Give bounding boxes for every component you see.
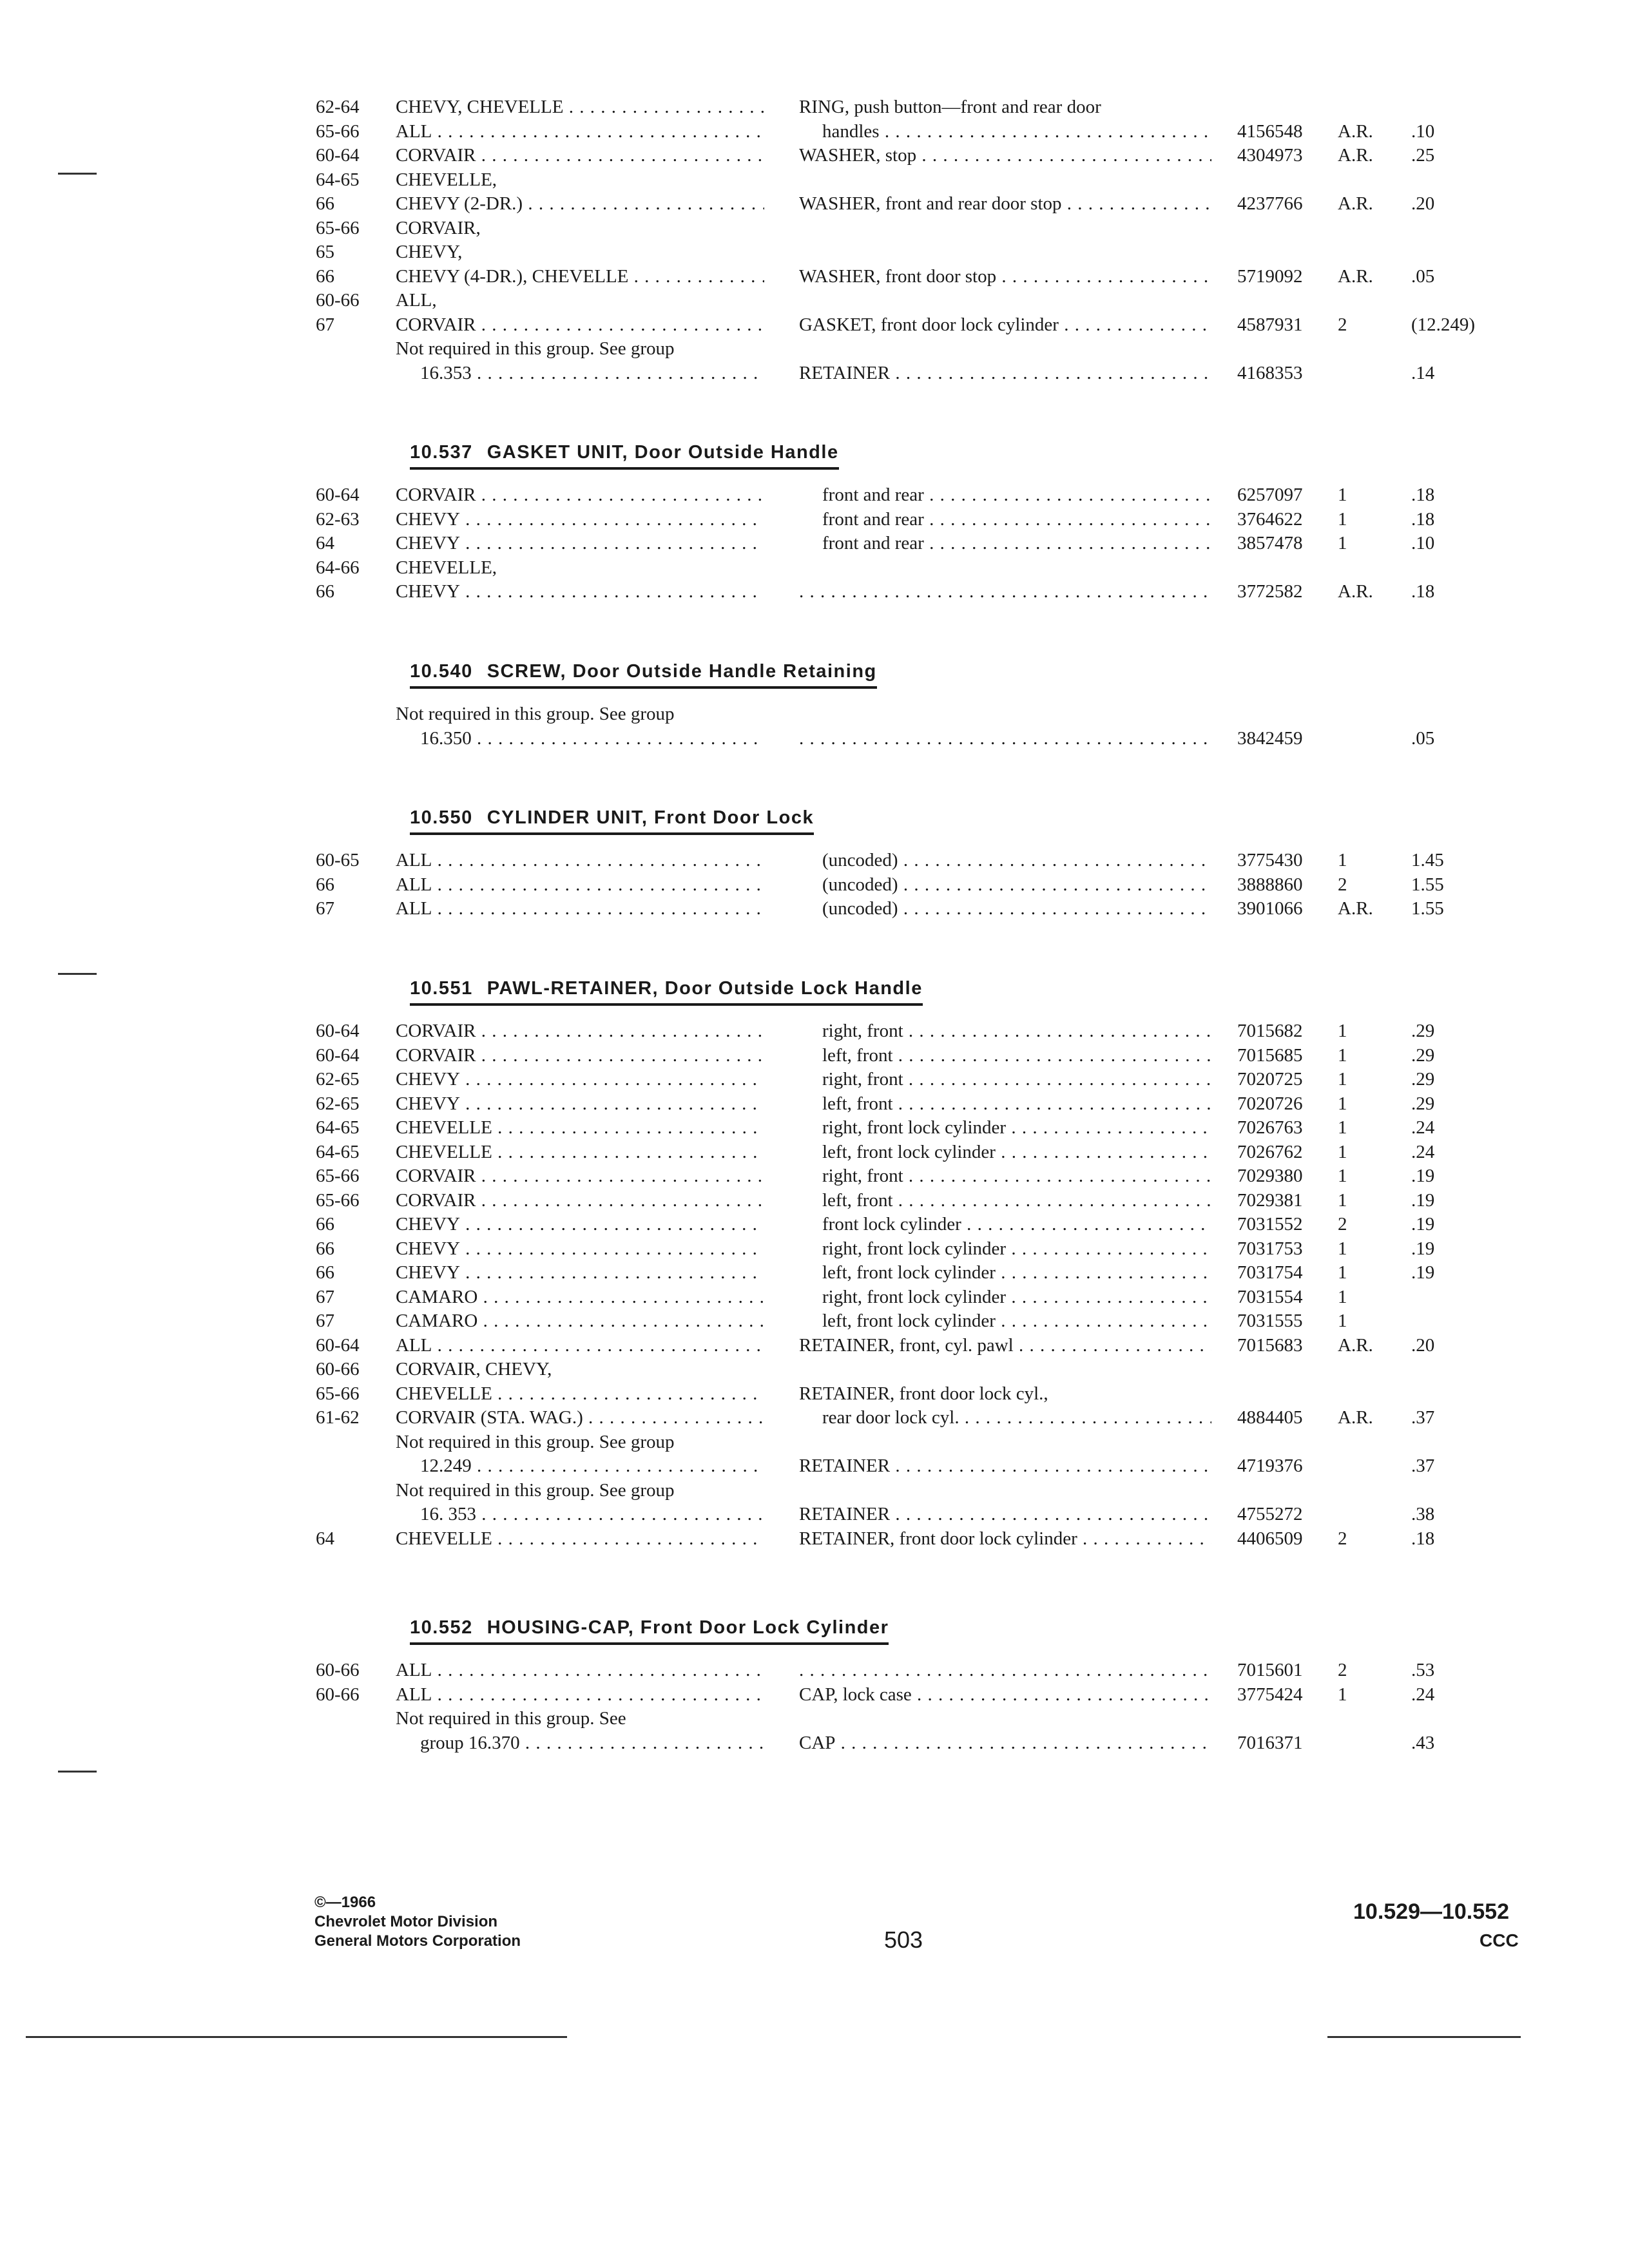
vehicle-model: CHEVY, xyxy=(396,242,463,262)
part-description: front and rear . . . xyxy=(822,530,1211,556)
vehicle-model: ALL . . . xyxy=(396,1332,764,1358)
catalog-row xyxy=(0,1018,1629,1044)
price: .10 xyxy=(1411,533,1435,553)
price: .20 xyxy=(1411,193,1435,214)
catalog-row xyxy=(0,94,1629,120)
price: .19 xyxy=(1411,1214,1435,1235)
price: .24 xyxy=(1411,1684,1435,1705)
part-number: 7015601 xyxy=(1237,1660,1303,1680)
price: .43 xyxy=(1411,1732,1435,1753)
part-number: 3775430 xyxy=(1237,850,1303,870)
part-number: 4237766 xyxy=(1237,193,1303,214)
part-description: right, front lock cylinder . . . xyxy=(822,1236,1211,1262)
part-number: 4755272 xyxy=(1237,1504,1303,1524)
part-number: 3842459 xyxy=(1237,727,1303,749)
part-description: (uncoded) . . . xyxy=(822,847,1211,873)
quantity: 2 xyxy=(1338,874,1347,895)
part-number: 4406509 xyxy=(1237,1528,1303,1549)
part-number: 7031753 xyxy=(1237,1238,1303,1259)
part-description: RETAINER, front, cyl. pawl . . . xyxy=(799,1332,1211,1358)
model-year: 60-66 xyxy=(316,290,360,311)
model-year: 62-63 xyxy=(316,508,360,530)
part-number: 7020725 xyxy=(1237,1069,1303,1090)
part-number: 7031554 xyxy=(1237,1286,1303,1307)
catalog-row xyxy=(0,142,1629,168)
part-number: 4168353 xyxy=(1237,362,1303,383)
quantity: 1 xyxy=(1338,1166,1347,1186)
vehicle-model: CHEVELLE . . . xyxy=(396,1139,764,1165)
price: 1.45 xyxy=(1411,850,1444,870)
catalog-row xyxy=(0,1091,1629,1117)
vehicle-model: CHEVY . . . xyxy=(396,1260,764,1285)
vehicle-model: CHEVELLE . . . xyxy=(396,1115,764,1140)
section-heading xyxy=(410,442,839,470)
price: .37 xyxy=(1411,1407,1435,1428)
catalog-row xyxy=(0,1260,1629,1285)
vehicle-model: CORVAIR . . . xyxy=(396,1043,764,1068)
price: .19 xyxy=(1411,1166,1435,1186)
price: .19 xyxy=(1411,1189,1435,1211)
part-number: 7016371 xyxy=(1237,1732,1303,1753)
part-number: 4156548 xyxy=(1237,120,1303,142)
catalog-row xyxy=(0,1284,1629,1310)
quantity: 1 xyxy=(1338,533,1347,553)
part-description: handles . . . xyxy=(822,119,1211,144)
part-description: front and rear . . . xyxy=(822,482,1211,508)
quantity: A.R. xyxy=(1338,581,1373,602)
vehicle-model: CORVAIR, CHEVY, xyxy=(396,1359,552,1379)
scan-mark xyxy=(26,2036,567,2038)
part-description xyxy=(799,1657,1211,1683)
model-year: 60-66 xyxy=(316,1684,360,1705)
part-number: 5719092 xyxy=(1237,265,1303,287)
part-number: 4587931 xyxy=(1237,314,1303,335)
model-year: 66 xyxy=(316,193,334,214)
part-number: 3888860 xyxy=(1237,874,1303,895)
price: .10 xyxy=(1411,120,1435,142)
catalog-row xyxy=(0,1236,1629,1262)
quantity: A.R. xyxy=(1338,145,1373,166)
price: .20 xyxy=(1411,1334,1435,1356)
part-number: 3901066 xyxy=(1237,898,1303,919)
catalog-row xyxy=(0,701,1629,727)
catalog-row xyxy=(0,312,1629,338)
vehicle-model: ALL . . . xyxy=(396,847,764,873)
part-number: 7020726 xyxy=(1237,1093,1303,1114)
footer-publisher xyxy=(314,1893,521,1951)
vehicle-model: ALL . . . xyxy=(396,1682,764,1707)
part-number: 7029381 xyxy=(1237,1189,1303,1211)
part-description xyxy=(799,726,1211,751)
model-year: 62-65 xyxy=(316,1093,360,1114)
part-description: rear door lock cyl. . . . xyxy=(822,1405,1211,1430)
price: .18 xyxy=(1411,581,1435,602)
catalog-row xyxy=(0,1043,1629,1068)
section-heading xyxy=(410,978,923,1006)
price: 1.55 xyxy=(1411,898,1444,919)
vehicle-model: CORVAIR . . . xyxy=(396,482,764,508)
model-year: 67 xyxy=(316,1311,334,1331)
scan-mark xyxy=(1327,2036,1521,2038)
price: .19 xyxy=(1411,1262,1435,1283)
model-year: 66 xyxy=(316,265,334,287)
catalog-row xyxy=(0,1356,1629,1382)
vehicle-model: Not required in this group. See xyxy=(396,1708,626,1729)
price: .29 xyxy=(1411,1044,1435,1066)
vehicle-model: CORVAIR (STA. WAG.) . . . xyxy=(396,1405,764,1430)
part-number: 7031552 xyxy=(1237,1214,1303,1235)
vehicle-model: Not required in this group. See group xyxy=(396,1479,675,1501)
section-number: 10.552 xyxy=(410,1617,473,1638)
part-description: RETAINER . . . xyxy=(799,1501,1211,1527)
quantity: A.R. xyxy=(1338,120,1373,142)
price: .18 xyxy=(1411,1528,1435,1549)
quantity: A.R. xyxy=(1338,1407,1373,1428)
catalog-row xyxy=(0,1477,1629,1503)
section-title: SCREW, Door Outside Handle Retaining xyxy=(487,661,877,682)
part-description xyxy=(799,579,1211,604)
model-year: 65-66 xyxy=(316,120,360,142)
model-year: 67 xyxy=(316,1286,334,1307)
group-range: 10.529—10.552 xyxy=(1353,1899,1509,1924)
part-description: RETAINER, front door lock cylinder . . . xyxy=(799,1526,1211,1552)
model-year: 67 xyxy=(316,898,334,919)
model-year: 65-66 xyxy=(316,1166,360,1186)
catalog-row xyxy=(0,847,1629,873)
division-line: Chevrolet Motor Division xyxy=(314,1913,498,1930)
catalog-row xyxy=(0,1381,1629,1407)
catalog-row xyxy=(0,1066,1629,1092)
catalog-row xyxy=(0,872,1629,898)
vehicle-model: ALL . . . xyxy=(396,1657,764,1683)
model-year: 60-64 xyxy=(316,1044,360,1066)
model-year: 60-66 xyxy=(316,1359,360,1379)
vehicle-model: ALL . . . xyxy=(396,119,764,144)
part-description: left, front . . . xyxy=(822,1043,1211,1068)
quantity: A.R. xyxy=(1338,265,1373,287)
part-description: GASKET, front door lock cylinder . . . xyxy=(799,312,1211,338)
vehicle-model: CHEVY (4-DR.), CHEVELLE . . . xyxy=(396,264,764,289)
vehicle-model: ALL . . . xyxy=(396,872,764,898)
scan-mark xyxy=(58,1771,97,1773)
price: .38 xyxy=(1411,1504,1435,1524)
part-description: WASHER, front and rear door stop . . . xyxy=(799,191,1211,216)
catalog-code: CCC xyxy=(1480,1930,1519,1950)
part-description: right, front . . . xyxy=(822,1018,1211,1044)
part-description: RETAINER . . . xyxy=(799,360,1211,386)
vehicle-model: 16. 353 . . . xyxy=(420,1501,764,1527)
model-year: 60-64 xyxy=(316,1334,360,1356)
vehicle-model: ALL . . . xyxy=(396,896,764,921)
part-description: left, front . . . xyxy=(822,1187,1211,1213)
model-year: 60-64 xyxy=(316,1021,360,1041)
catalog-row xyxy=(0,191,1629,216)
catalog-row xyxy=(0,1115,1629,1140)
scan-mark xyxy=(58,973,97,975)
quantity: 1 xyxy=(1338,1021,1347,1041)
quantity: 1 xyxy=(1338,1238,1347,1259)
model-year: 64 xyxy=(316,1528,334,1549)
quantity: 2 xyxy=(1338,1660,1347,1680)
catalog-row xyxy=(0,1501,1629,1527)
part-description: (uncoded) . . . xyxy=(822,872,1211,898)
corporation-line: General Motors Corporation xyxy=(314,1932,521,1950)
catalog-row xyxy=(0,506,1629,532)
part-number: 7026762 xyxy=(1237,1141,1303,1162)
section-number: 10.537 xyxy=(410,442,473,463)
part-number: 4884405 xyxy=(1237,1407,1303,1428)
vehicle-model: Not required in this group. See group xyxy=(396,338,675,359)
vehicle-model: CHEVY, CHEVELLE . . . xyxy=(396,94,764,120)
quantity: 1 xyxy=(1338,1286,1347,1307)
section-heading xyxy=(410,661,877,689)
catalog-row xyxy=(0,264,1629,289)
price: .25 xyxy=(1411,145,1435,166)
model-year: 60-64 xyxy=(316,485,360,505)
part-number: 7015682 xyxy=(1237,1021,1303,1041)
part-number: 7026763 xyxy=(1237,1117,1303,1138)
vehicle-model: CHEVELLE . . . xyxy=(396,1526,764,1552)
part-number: 7015683 xyxy=(1237,1334,1303,1356)
vehicle-model: CORVAIR . . . xyxy=(396,312,764,338)
price: .29 xyxy=(1411,1021,1435,1041)
vehicle-model: CHEVY . . . xyxy=(396,530,764,556)
part-description: CAP, lock case . . . xyxy=(799,1682,1211,1707)
price: .53 xyxy=(1411,1660,1435,1680)
vehicle-model: CHEVELLE, xyxy=(396,169,497,190)
part-description: RETAINER . . . xyxy=(799,1453,1211,1479)
part-description: front and rear . . . xyxy=(822,506,1211,532)
part-number: 6257097 xyxy=(1237,485,1303,505)
model-year: 64-66 xyxy=(316,557,360,578)
catalog-row xyxy=(0,1453,1629,1479)
price: .18 xyxy=(1411,485,1435,505)
quantity: 1 xyxy=(1338,508,1347,530)
quantity: 1 xyxy=(1338,1093,1347,1114)
catalog-row xyxy=(0,896,1629,921)
vehicle-model: group 16.370 . . . xyxy=(420,1730,764,1756)
section-number: 10.550 xyxy=(410,807,473,828)
vehicle-model: CHEVY . . . xyxy=(396,506,764,532)
vehicle-model: ALL, xyxy=(396,290,437,311)
part-description: RETAINER, front door lock cyl., xyxy=(799,1383,1048,1404)
model-year: 65-66 xyxy=(316,1189,360,1211)
model-year: 67 xyxy=(316,314,334,335)
vehicle-model: CORVAIR . . . xyxy=(396,1187,764,1213)
part-description: WASHER, front door stop . . . xyxy=(799,264,1211,289)
section-title: CYLINDER UNIT, Front Door Lock xyxy=(487,807,815,828)
vehicle-model: Not required in this group. See group xyxy=(396,704,675,724)
model-year: 64-65 xyxy=(316,1117,360,1138)
vehicle-model: CHEVELLE, xyxy=(396,557,497,578)
model-year: 62-64 xyxy=(316,97,360,117)
vehicle-model: CHEVELLE . . . xyxy=(396,1381,764,1407)
catalog-row xyxy=(0,1211,1629,1237)
part-description: right, front lock cylinder . . . xyxy=(822,1115,1211,1140)
model-year: 66 xyxy=(316,1238,334,1259)
vehicle-model: CORVAIR . . . xyxy=(396,142,764,168)
quantity: 1 xyxy=(1338,1684,1347,1705)
model-year: 64-65 xyxy=(316,169,360,190)
vehicle-model: CHEVY . . . xyxy=(396,1211,764,1237)
part-description: left, front lock cylinder . . . xyxy=(822,1139,1211,1165)
price: .29 xyxy=(1411,1069,1435,1090)
part-number: 7029380 xyxy=(1237,1166,1303,1186)
catalog-row xyxy=(0,1308,1629,1334)
quantity: 1 xyxy=(1338,850,1347,870)
vehicle-model: CAMARO . . . xyxy=(396,1308,764,1334)
part-description: right, front . . . xyxy=(822,1163,1211,1189)
catalog-row xyxy=(0,167,1629,193)
part-description: left, front lock cylinder . . . xyxy=(822,1260,1211,1285)
part-number: 3857478 xyxy=(1237,533,1303,553)
section-title: GASKET UNIT, Door Outside Handle xyxy=(487,442,839,463)
catalog-row xyxy=(0,1657,1629,1683)
catalog-row xyxy=(0,1139,1629,1165)
part-number: 7031555 xyxy=(1237,1311,1303,1331)
quantity: 1 xyxy=(1338,1141,1347,1162)
page-number: 503 xyxy=(884,1927,923,1953)
vehicle-model: CAMARO . . . xyxy=(396,1284,764,1310)
quantity: 1 xyxy=(1338,1069,1347,1090)
model-year: 65-66 xyxy=(316,217,360,238)
vehicle-model: CORVAIR . . . xyxy=(396,1163,764,1189)
part-description: left, front lock cylinder . . . xyxy=(822,1308,1211,1334)
quantity: 1 xyxy=(1338,485,1347,505)
model-year: 66 xyxy=(316,581,334,602)
model-year: 61-62 xyxy=(316,1407,360,1428)
part-description: CAP . . . xyxy=(799,1730,1211,1756)
vehicle-model: CHEVY . . . xyxy=(396,1236,764,1262)
catalog-row xyxy=(0,1706,1629,1731)
vehicle-model: 12.249 . . . xyxy=(420,1453,764,1479)
quantity: 1 xyxy=(1338,1044,1347,1066)
catalog-row xyxy=(0,482,1629,508)
catalog-row xyxy=(0,579,1629,604)
part-number: 3772582 xyxy=(1237,581,1303,602)
vehicle-model: CHEVY . . . xyxy=(396,1066,764,1092)
vehicle-model: CORVAIR . . . xyxy=(396,1018,764,1044)
vehicle-model: CORVAIR, xyxy=(396,217,481,238)
copyright-line: ©—1966 xyxy=(314,1894,376,1911)
model-year: 66 xyxy=(316,874,334,895)
part-description: left, front . . . xyxy=(822,1091,1211,1117)
quantity: A.R. xyxy=(1338,193,1373,214)
catalog-row xyxy=(0,555,1629,581)
quantity: 1 xyxy=(1338,1189,1347,1211)
catalog-row xyxy=(0,287,1629,313)
model-year: 64-65 xyxy=(316,1141,360,1162)
quantity: A.R. xyxy=(1338,1334,1373,1356)
catalog-row xyxy=(0,1526,1629,1552)
vehicle-model: CHEVY (2-DR.) . . . xyxy=(396,191,764,216)
catalog-row xyxy=(0,119,1629,144)
quantity: 1 xyxy=(1338,1311,1347,1331)
model-year: 60-66 xyxy=(316,1660,360,1680)
vehicle-model: CHEVY . . . xyxy=(396,1091,764,1117)
catalog-row xyxy=(0,1187,1629,1213)
model-year: 64 xyxy=(316,533,334,553)
quantity: 2 xyxy=(1338,314,1347,335)
model-year: 66 xyxy=(316,1262,334,1283)
quantity: 1 xyxy=(1338,1117,1347,1138)
part-description: right, front lock cylinder . . . xyxy=(822,1284,1211,1310)
part-description: WASHER, stop . . . xyxy=(799,142,1211,168)
price: .18 xyxy=(1411,508,1435,530)
price: .37 xyxy=(1411,1456,1435,1476)
part-number: 7015685 xyxy=(1237,1044,1303,1066)
model-year: 62-65 xyxy=(316,1069,360,1090)
part-number: 7031754 xyxy=(1237,1262,1303,1283)
quantity: 1 xyxy=(1338,1262,1347,1283)
price: .14 xyxy=(1411,362,1435,383)
scan-mark xyxy=(58,173,97,175)
catalog-row xyxy=(0,239,1629,265)
model-year: 60-64 xyxy=(316,145,360,166)
model-year: 66 xyxy=(316,1214,334,1235)
part-number: 4719376 xyxy=(1237,1456,1303,1476)
catalog-row xyxy=(0,360,1629,386)
section-heading xyxy=(410,807,814,835)
price: .29 xyxy=(1411,1093,1435,1114)
catalog-row xyxy=(0,1682,1629,1707)
catalog-row xyxy=(0,215,1629,241)
part-description: RING, push button—front and rear door xyxy=(799,97,1101,117)
section-number: 10.551 xyxy=(410,978,473,999)
vehicle-model: 16.353 . . . xyxy=(420,360,764,386)
section-title: PAWL-RETAINER, Door Outside Lock Handle xyxy=(487,978,923,999)
section-heading xyxy=(410,1617,889,1645)
catalog-row xyxy=(0,1405,1629,1430)
quantity: 2 xyxy=(1338,1214,1347,1235)
price: .24 xyxy=(1411,1117,1435,1138)
quantity: A.R. xyxy=(1338,898,1373,919)
part-description: front lock cylinder . . . xyxy=(822,1211,1211,1237)
model-year: 60-65 xyxy=(316,850,360,870)
price: (12.249) xyxy=(1411,314,1476,335)
part-number: 4304973 xyxy=(1237,145,1303,166)
price: .05 xyxy=(1411,265,1435,287)
quantity: 2 xyxy=(1338,1528,1347,1549)
vehicle-model: 16.350 . . . xyxy=(420,726,764,751)
section-number: 10.540 xyxy=(410,661,473,682)
price: .05 xyxy=(1411,727,1435,749)
part-description: (uncoded) . . . xyxy=(822,896,1211,921)
catalog-row xyxy=(0,1429,1629,1455)
catalog-row xyxy=(0,1332,1629,1358)
catalog-row xyxy=(0,530,1629,556)
model-year: 65-66 xyxy=(316,1383,360,1404)
part-number: 3764622 xyxy=(1237,508,1303,530)
vehicle-model: CHEVY . . . xyxy=(396,579,764,604)
part-number: 3775424 xyxy=(1237,1684,1303,1705)
catalog-row xyxy=(0,336,1629,361)
section-title: HOUSING-CAP, Front Door Lock Cylinder xyxy=(487,1617,889,1638)
price: .19 xyxy=(1411,1238,1435,1259)
catalog-row xyxy=(0,1163,1629,1189)
vehicle-model: Not required in this group. See group xyxy=(396,1431,675,1452)
model-year: 65 xyxy=(316,242,334,262)
catalog-row xyxy=(0,726,1629,751)
catalog-row xyxy=(0,1730,1629,1756)
part-description: right, front . . . xyxy=(822,1066,1211,1092)
price: .24 xyxy=(1411,1141,1435,1162)
price: 1.55 xyxy=(1411,874,1444,895)
